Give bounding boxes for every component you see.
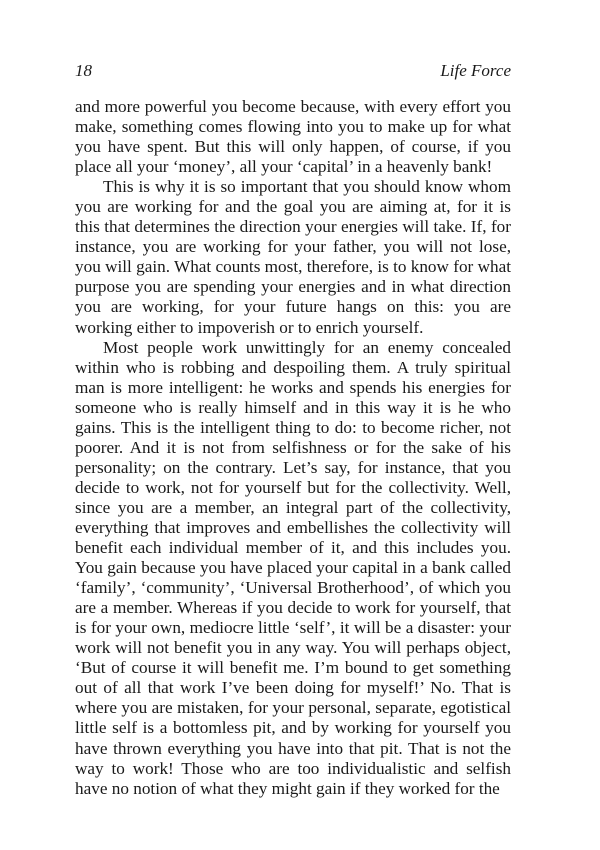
paragraph-continued: and more powerful you become because, with every effort you make, something comes flowing into you to make up for what you have spent. But this will only happen, of course, if you place all your ‘money’, all your ‘capital’ in a heavenly bank!	[75, 97, 511, 177]
running-title: Life Force	[440, 61, 511, 80]
body-text	[75, 97, 511, 799]
running-header	[75, 60, 511, 82]
page-number: 18	[75, 61, 92, 80]
paragraph: Most people work unwittingly for an enemy concealed within who is robbing and despoiling them. A truly spiritual man is more intelligent: he works and spends his energies for someone who is really himself and in this way it is he who gains. This is the intelligent thing to do: to become richer, not poorer. And it is not from selfishness or for the sake of his personality; on the contrary. Let’s say, for instance, that you decide to work, not for yourself but for the collectivity. Well, since you are a member, an integral part of the collectivity, everything that improves and embellishes the collectivity will benefit each individual member of it, and this includes you. You gain because you have placed your capital in a bank called ‘family’, ‘community’, ‘Universal Brotherhood’, of which you are a member. Whereas if you decide to work for yourself, that is for your own, mediocre little ‘self’, it will be a disaster: your work will not benefit you in any way. You will perhaps object, ‘But of course it will benefit me. I’m bound to get something out of all that work I’ve been doing for myself!’ No. That is where you are mistaken, for your personal, separate, egotistical little self is a bottomless pit, and by working for yourself you have thrown everything you have into that pit. That is not the way to work! Those who are too individualistic and selfish have no notion of what they might gain if they worked for the	[75, 337, 511, 798]
paragraph: This is why it is so important that you should know whom you are working for and the goal you are aiming at, for it is this that determines the direction your energies will take. If, for instance, you are working for your father, you will not lose, you will gain. What counts most, therefore, is to know for what purpose you are spending your energies and in what direction you are working, for your future hangs on this: you are working either to impoverish or to enrich yourself.	[75, 177, 511, 337]
